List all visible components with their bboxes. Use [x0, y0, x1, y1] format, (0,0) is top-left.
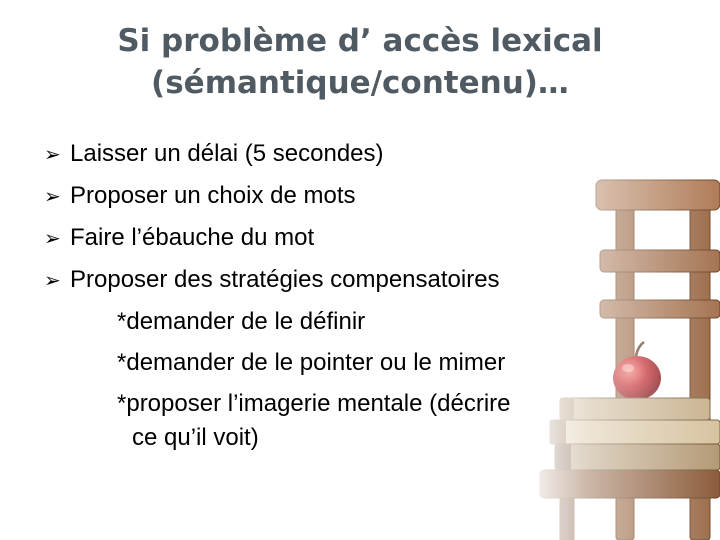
sub-item: *demander de le définir [117, 308, 366, 335]
bullet-text: Faire l’ébauche du mot [70, 224, 315, 251]
arrow-bullet-icon: ➢ [44, 226, 61, 250]
sub-item: *proposer l’imagerie mentale (décrire [117, 390, 511, 417]
arrow-bullet-icon: ➢ [44, 184, 61, 208]
title-line-1: Si problème d’ accès lexical [117, 23, 603, 59]
bullet-list [44, 133, 684, 452]
sub-item: *demander de le pointer ou le mimer [117, 349, 506, 376]
bullet-text: Proposer un choix de mots [70, 182, 356, 209]
bullet-item [44, 175, 684, 217]
bullet-text: Laisser un délai (5 secondes) [70, 140, 384, 167]
bullet-item [44, 259, 684, 301]
arrow-bullet-icon: ➢ [44, 142, 61, 166]
arrow-bullet-icon: ➢ [44, 268, 61, 292]
title-line-2: (sémantique/contenu)… [151, 65, 569, 101]
bullet-text: Proposer des stratégies compensatoires [70, 266, 500, 293]
sub-item-continuation: ce qu’il voit) [132, 424, 259, 451]
bullet-item [44, 217, 684, 259]
bullet-item [44, 133, 684, 175]
slide-title [0, 20, 720, 104]
